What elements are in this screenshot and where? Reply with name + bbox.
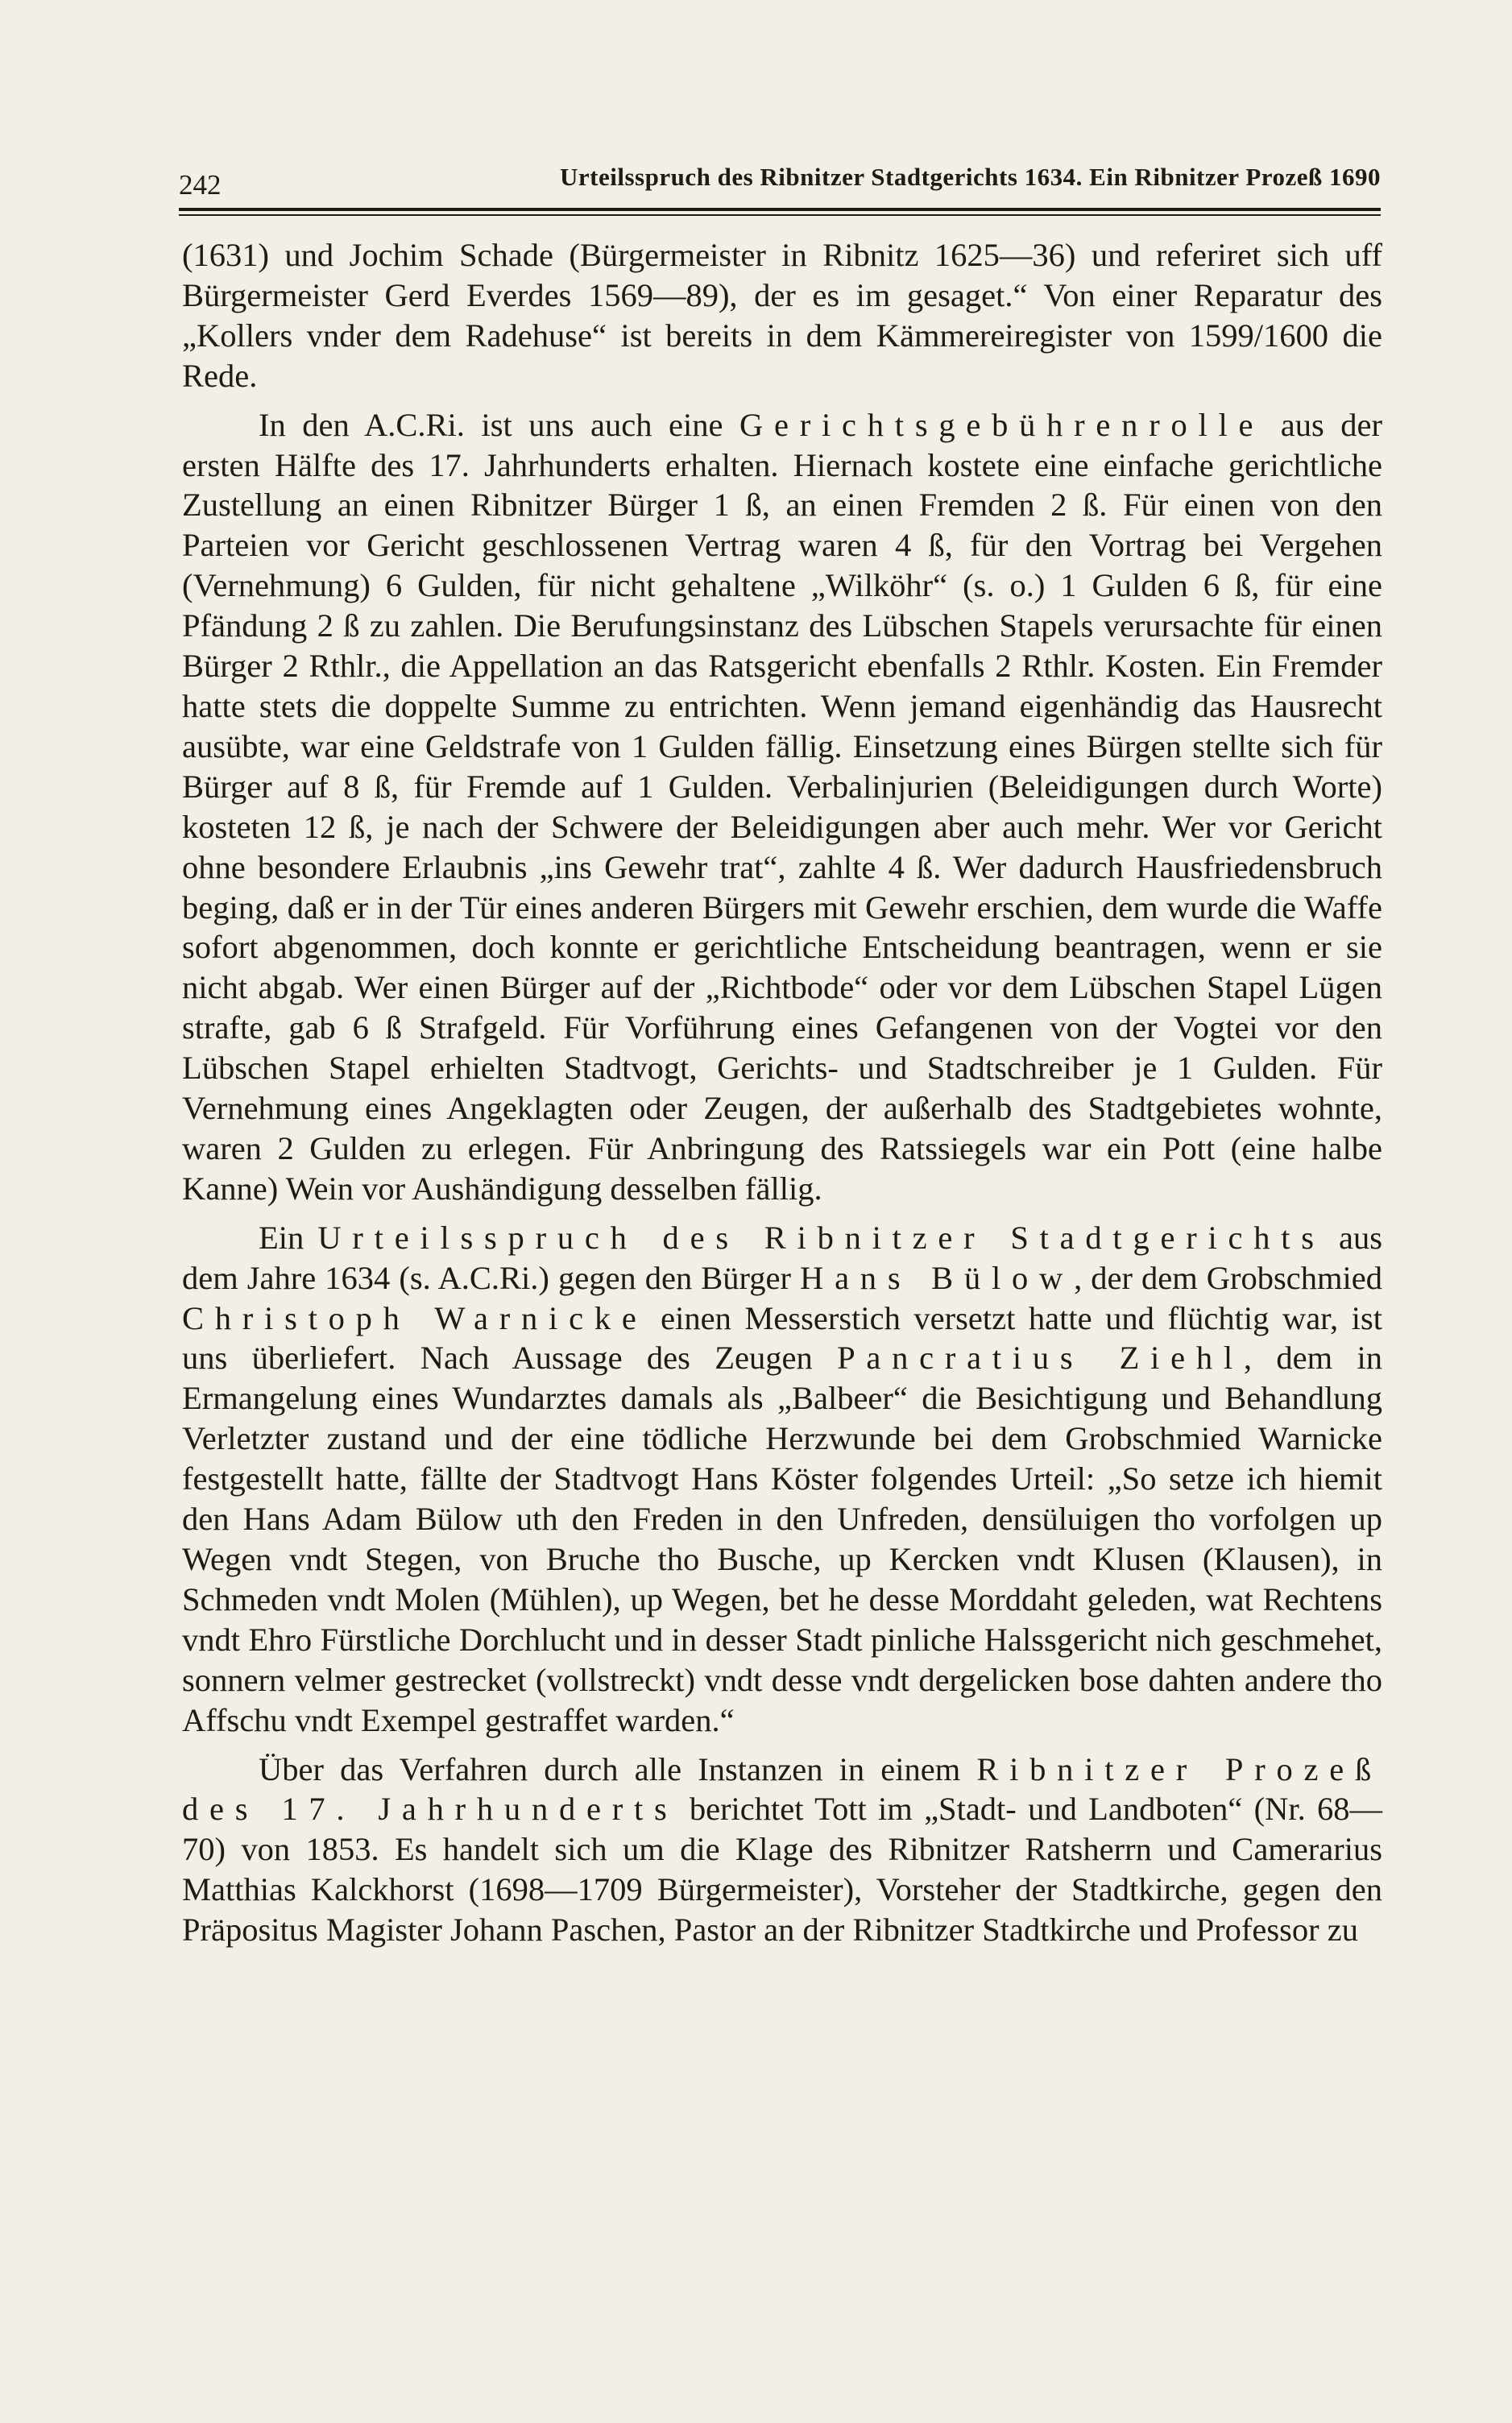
page-number: 242: [179, 169, 222, 201]
spaced-emphasis: Pancratius Ziehl: [837, 1340, 1244, 1377]
text-run: In den A.C.Ri. ist uns auch eine: [259, 406, 739, 443]
paragraph: [182, 405, 1382, 1209]
body-text: [182, 235, 1382, 1959]
text-run: , der dem Grobschmied: [1074, 1259, 1382, 1296]
text-run: Über das Verfahren durch alle Instanzen in einem: [259, 1750, 977, 1787]
paragraph: [182, 1218, 1382, 1741]
spaced-emphasis: Ribnitzer Prozeß des 17. Jahrhunderts: [182, 1750, 1382, 1828]
text-run: , dem in Ermangelung eines Wundarztes damals als „Balbeer“ die Besichtigung und Behandlung Verletzter zustand und der eine tödliche Herzwunde bei dem Grobschmied Warnicke festgestellt hatte, fällte der Stadtvogt Hans Köster folgendes Urteil: „So setze ich hiemit den Hans Adam Bülow uth den Freden in den Unfreden, densüluigen tho vorfolgen up Wegen vndt Stegen, von Bruche tho Busche, up Kercken vndt Klusen (Klausen), in Schmeden vndt Molen (Mühlen), up Wegen, bet he desse Morddaht geleden, wat Rechtens vndt Ehro Fürstliche Dorchlucht und in desser Stadt pinliche Halssgericht nich geschmehet, sonnern velmer gestrecket (vollstreckt) vndt desse vndt dergelicken bose dahten andere tho Affschu vndt Exempel gestraffet warden.“: [182, 1340, 1382, 1738]
text-run: (1631) und Jochim Schade (Bürgermeister in Ribnitz 1625—36) und referiret sich uff Bürgermeister Gerd Everdes 1569—89), der es im gesaget.“ Von einer Reparatur des „Kollers vnder dem Radehuse“ ist bereits in dem Kämmereiregister von 1599/1600 die Rede.: [182, 237, 1382, 394]
spaced-emphasis: Urteilsspruch des Ribnitzer Stadtgerichts: [317, 1219, 1325, 1256]
paragraph: [182, 1750, 1382, 1951]
spaced-emphasis: Gerichtsgebührenrolle: [739, 406, 1265, 443]
text-run: aus der ersten Hälfte des 17. Jahrhunderts erhalten. Hiernach kostete eine einfache gerichtliche Zustellung an einen Ribnitzer Bürger 1 ß, an einen Fremden 2 ß. Für einen von den Parteien vor Gericht geschlossenen Vertrag waren 4 ß, für den Vortrag bei Vergehen (Vernehmung) 6 Gulden, für nicht gehaltene „Wilköhr“ (s. o.) 1 Gulden 6 ß, für eine Pfändung 2 ß zu zahlen. Die Berufungsinstanz des Lübschen Stapels verursachte für einen Bürger 2 Rthlr., die Appellation an das Ratsgericht ebenfalls 2 Rthlr. Kosten. Ein Fremder hatte stets die doppelte Summe zu entrichten. Wenn jemand eigenhändig das Hausrecht ausübte, war eine Geldstrafe von 1 Gulden fällig. Einsetzung eines Bürgen stellte sich für Bürger auf 8 ß, für Fremde auf 1 Gulden. Verbalinjurien (Beleidigungen durch Worte) kosteten 12 ß, je nach der Schwere der Beleidigungen aber auch mehr. Wer vor Gericht ohne besondere Erlaubnis „ins Gewehr trat“, zahlte 4 ß. Wer dadurch Hausfriedensbruch beging, daß er in der Tür eines anderen Bürgers mit Gewehr erschien, dem wurde die Waffe sofort abgenommen, doch konnte er gerichtliche Entscheidung beantragen, wenn er sie nicht abgab. Wer einen Bürger auf der „Richtbode“ oder vor dem Lübschen Stapel Lügen strafte, gab 6 ß Strafgeld. Für Vorführung eines Gefangenen von der Vogtei vor den Lübschen Stapel erhielten Stadtvogt, Gerichts- und Stadtschreiber je 1 Gulden. Für Vernehmung eines Angeklagten oder Zeugen, der außerhalb des Stadtgebietes wohnte, waren 2 Gulden zu erlegen. Für Anbringung des Ratssiegels war ein Pott (eine halbe Kanne) Wein vor Aushändigung desselben fällig.: [182, 406, 1383, 1207]
header-rule: [179, 208, 1381, 211]
text-run: aus dem Jahre 1634 (s. A.C.Ri.) gegen den Bürger: [182, 1219, 1382, 1296]
text-run: berichtet Tott im „Stadt- und Landboten“ (Nr. 68—70) von 1853. Es handelt sich um die Klage des Ribnitzer Ratsherrn und Camerarius Matthias Kalckhorst (1698—1709 Bürgermeister), Vorsteher der Stadtkirche, gegen den Präpositus Magister Johann Paschen, Pastor an der Ribnitzer Stadtkirche und Professor zu: [182, 1791, 1382, 1949]
running-title: Urteilsspruch des Ribnitzer Stadtgerichts 1634. Ein Ribnitzer Prozeß 1690: [560, 163, 1381, 191]
running-header: [179, 158, 1381, 200]
text-run: einen Messerstich versetzt hatte und flüchtig war, ist uns überliefert. Nach Aussage des Zeugen: [182, 1299, 1382, 1377]
header-rule-thin: [179, 214, 1381, 216]
text-run: Ein: [259, 1219, 318, 1256]
spaced-emphasis: Hans Bülow: [800, 1259, 1075, 1296]
paragraph: [182, 235, 1382, 396]
spaced-emphasis: Christoph Warnicke: [182, 1299, 648, 1336]
